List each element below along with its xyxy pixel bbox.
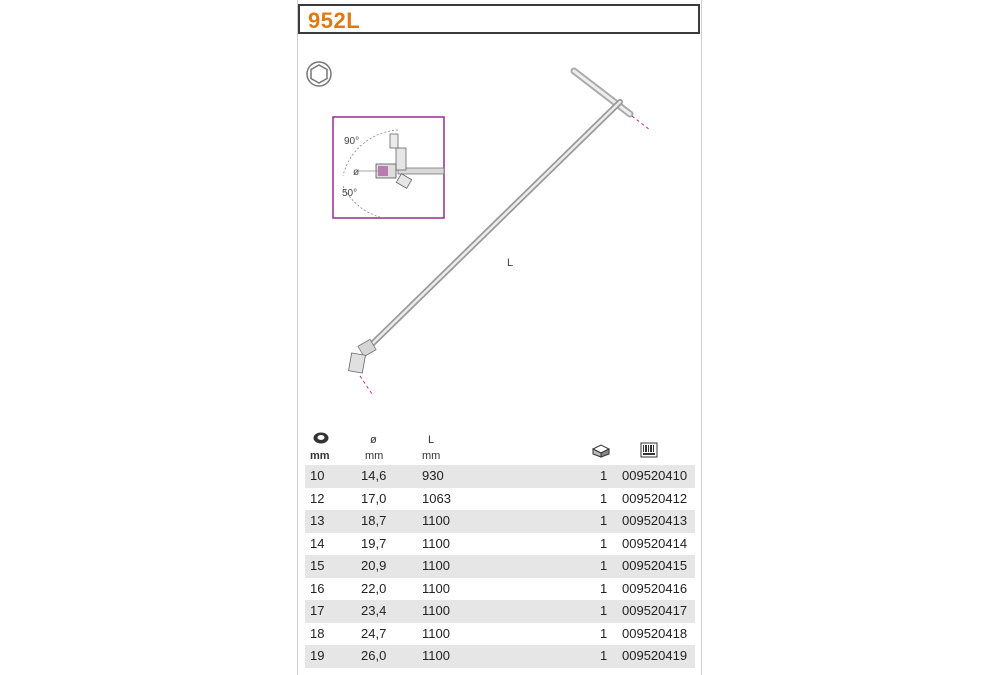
length-cell: 1100 (422, 625, 450, 641)
diameter-cell: 19,7 (361, 535, 387, 551)
hexagon-icon (307, 62, 331, 86)
diameter-cell: 14,6 (361, 468, 387, 483)
diameter-cell: 17,0 (361, 490, 387, 506)
size-cell: 12 (310, 490, 325, 506)
size-cell: 17 (310, 603, 325, 618)
diameter-cell: 20,9 (361, 558, 387, 573)
diameter-symbol: ø (353, 167, 360, 178)
quantity-cell: 1 (600, 603, 608, 618)
length-cell: 1100 (422, 558, 450, 573)
hex-nut-icon (312, 431, 330, 445)
code-cell: 009520415 (622, 558, 688, 573)
size-cell: 14 (310, 535, 325, 551)
quantity-cell: 1 (600, 580, 608, 596)
table-row (305, 555, 695, 578)
code-cell: 009520417 (622, 603, 688, 618)
size-cell: 13 (310, 513, 325, 528)
table-row (305, 533, 695, 556)
table-row (305, 623, 695, 646)
code-cell: 009520413 (622, 513, 688, 528)
dia-unit-header: mm (365, 450, 384, 462)
barcode-icon (640, 442, 658, 458)
size-cell: 19 (310, 648, 325, 663)
code-cell: 009520410 (622, 468, 688, 483)
angle-90-label: 90° (344, 136, 360, 147)
table-row (305, 465, 695, 488)
table-row (305, 578, 695, 601)
length-cell: 930 (422, 468, 444, 483)
quantity-cell: 1 (600, 468, 608, 483)
length-cell: 1100 (422, 580, 450, 596)
code-cell: 009520419 (622, 648, 688, 663)
length-label: L (507, 257, 514, 269)
dia-symbol-header: ø (370, 434, 377, 446)
length-cell: 1100 (422, 603, 450, 618)
table-row (305, 600, 695, 623)
code-cell: 009520414 (622, 535, 688, 551)
quantity-cell: 1 (600, 490, 608, 506)
length-cell: 1100 (422, 648, 450, 663)
package-icon (592, 444, 610, 458)
quantity-cell: 1 (600, 625, 608, 641)
product-illustration (298, 36, 700, 416)
size-cell: 16 (310, 580, 325, 596)
length-cell: 1100 (422, 513, 450, 528)
diameter-cell: 18,7 (361, 513, 387, 528)
diameter-cell: 22,0 (361, 580, 387, 596)
quantity-cell: 1 (600, 648, 608, 663)
code-cell: 009520416 (622, 580, 688, 596)
quantity-cell: 1 (600, 558, 608, 573)
length-cell: 1100 (422, 535, 450, 551)
title-box (298, 4, 700, 34)
size-cell: 15 (310, 558, 325, 573)
diameter-cell: 23,4 (361, 603, 387, 618)
table-row (305, 645, 695, 668)
diameter-cell: 26,0 (361, 648, 387, 663)
angle-50-label: 50° (342, 188, 358, 199)
size-unit-header: mm (310, 450, 330, 462)
code-cell: 009520412 (622, 490, 688, 506)
length-cell: 1063 (422, 490, 451, 506)
size-cell: 10 (310, 468, 325, 483)
diameter-cell: 24,7 (361, 625, 387, 641)
product-table (305, 465, 695, 668)
detail-inset (333, 117, 444, 218)
size-cell: 18 (310, 625, 325, 641)
product-title: 952L (308, 8, 361, 33)
quantity-cell: 1 (600, 535, 608, 551)
table-row (305, 488, 695, 511)
quantity-cell: 1 (600, 513, 608, 528)
len-unit-header: mm (422, 450, 441, 462)
len-symbol-header: L (428, 434, 435, 446)
table-row (305, 510, 695, 533)
code-cell: 009520418 (622, 625, 688, 641)
